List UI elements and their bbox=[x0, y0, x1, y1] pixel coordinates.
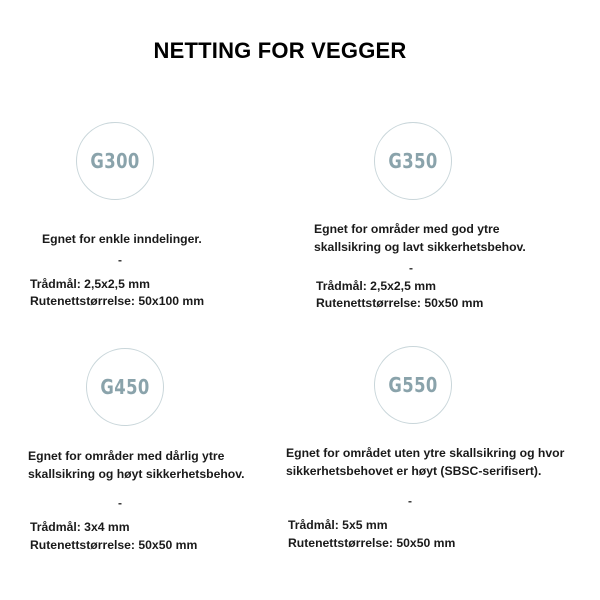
g550-description-line-2: sikkerhetsbehovet er høyt (SBSC-serifisert). bbox=[286, 464, 542, 478]
g300-wire-gauge: Trådmål: 2,5x2,5 mm bbox=[30, 277, 150, 291]
g350-wire-gauge: Trådmål: 2,5x2,5 mm bbox=[316, 279, 436, 293]
g450-code: G450 bbox=[100, 375, 150, 399]
g450-mesh-size: Rutenettstørrelse: 50x50 mm bbox=[30, 538, 198, 552]
g450-wire-gauge: Trådmål: 3x4 mm bbox=[30, 520, 130, 534]
g350-mesh-size: Rutenettstørrelse: 50x50 mm bbox=[316, 296, 484, 310]
g550-separator: - bbox=[408, 494, 412, 508]
g350-description-line-1: Egnet for områder med god ytre bbox=[314, 222, 500, 236]
g550-description-line-1: Egnet for området uten ytre skallsikring og hvor bbox=[286, 446, 565, 460]
g550-code: G550 bbox=[388, 373, 438, 397]
g350-separator: - bbox=[409, 261, 413, 275]
g300-mesh-size: Rutenettstørrelse: 50x100 mm bbox=[30, 294, 205, 308]
g300-badge bbox=[76, 122, 154, 200]
page-title: NETTING FOR VEGGER bbox=[153, 38, 407, 63]
g350-description-line-2: skallsikring og lavt sikkerhetsbehov. bbox=[314, 240, 526, 254]
g450-description-line-2: skallsikring og høyt sikkerhetsbehov. bbox=[28, 467, 245, 481]
g300-description-line-1: Egnet for enkle inndelinger. bbox=[42, 232, 202, 246]
g300-code: G300 bbox=[90, 149, 140, 173]
g300-separator: - bbox=[118, 253, 122, 267]
g450-description-line-1: Egnet for områder med dårlig ytre bbox=[28, 449, 225, 463]
g350-code: G350 bbox=[388, 149, 438, 173]
g350-badge bbox=[374, 122, 452, 200]
g450-badge bbox=[86, 348, 164, 426]
g550-badge bbox=[374, 346, 452, 424]
g550-mesh-size: Rutenettstørrelse: 50x50 mm bbox=[288, 536, 456, 550]
g550-wire-gauge: Trådmål: 5x5 mm bbox=[288, 518, 388, 532]
g450-separator: - bbox=[118, 496, 122, 510]
